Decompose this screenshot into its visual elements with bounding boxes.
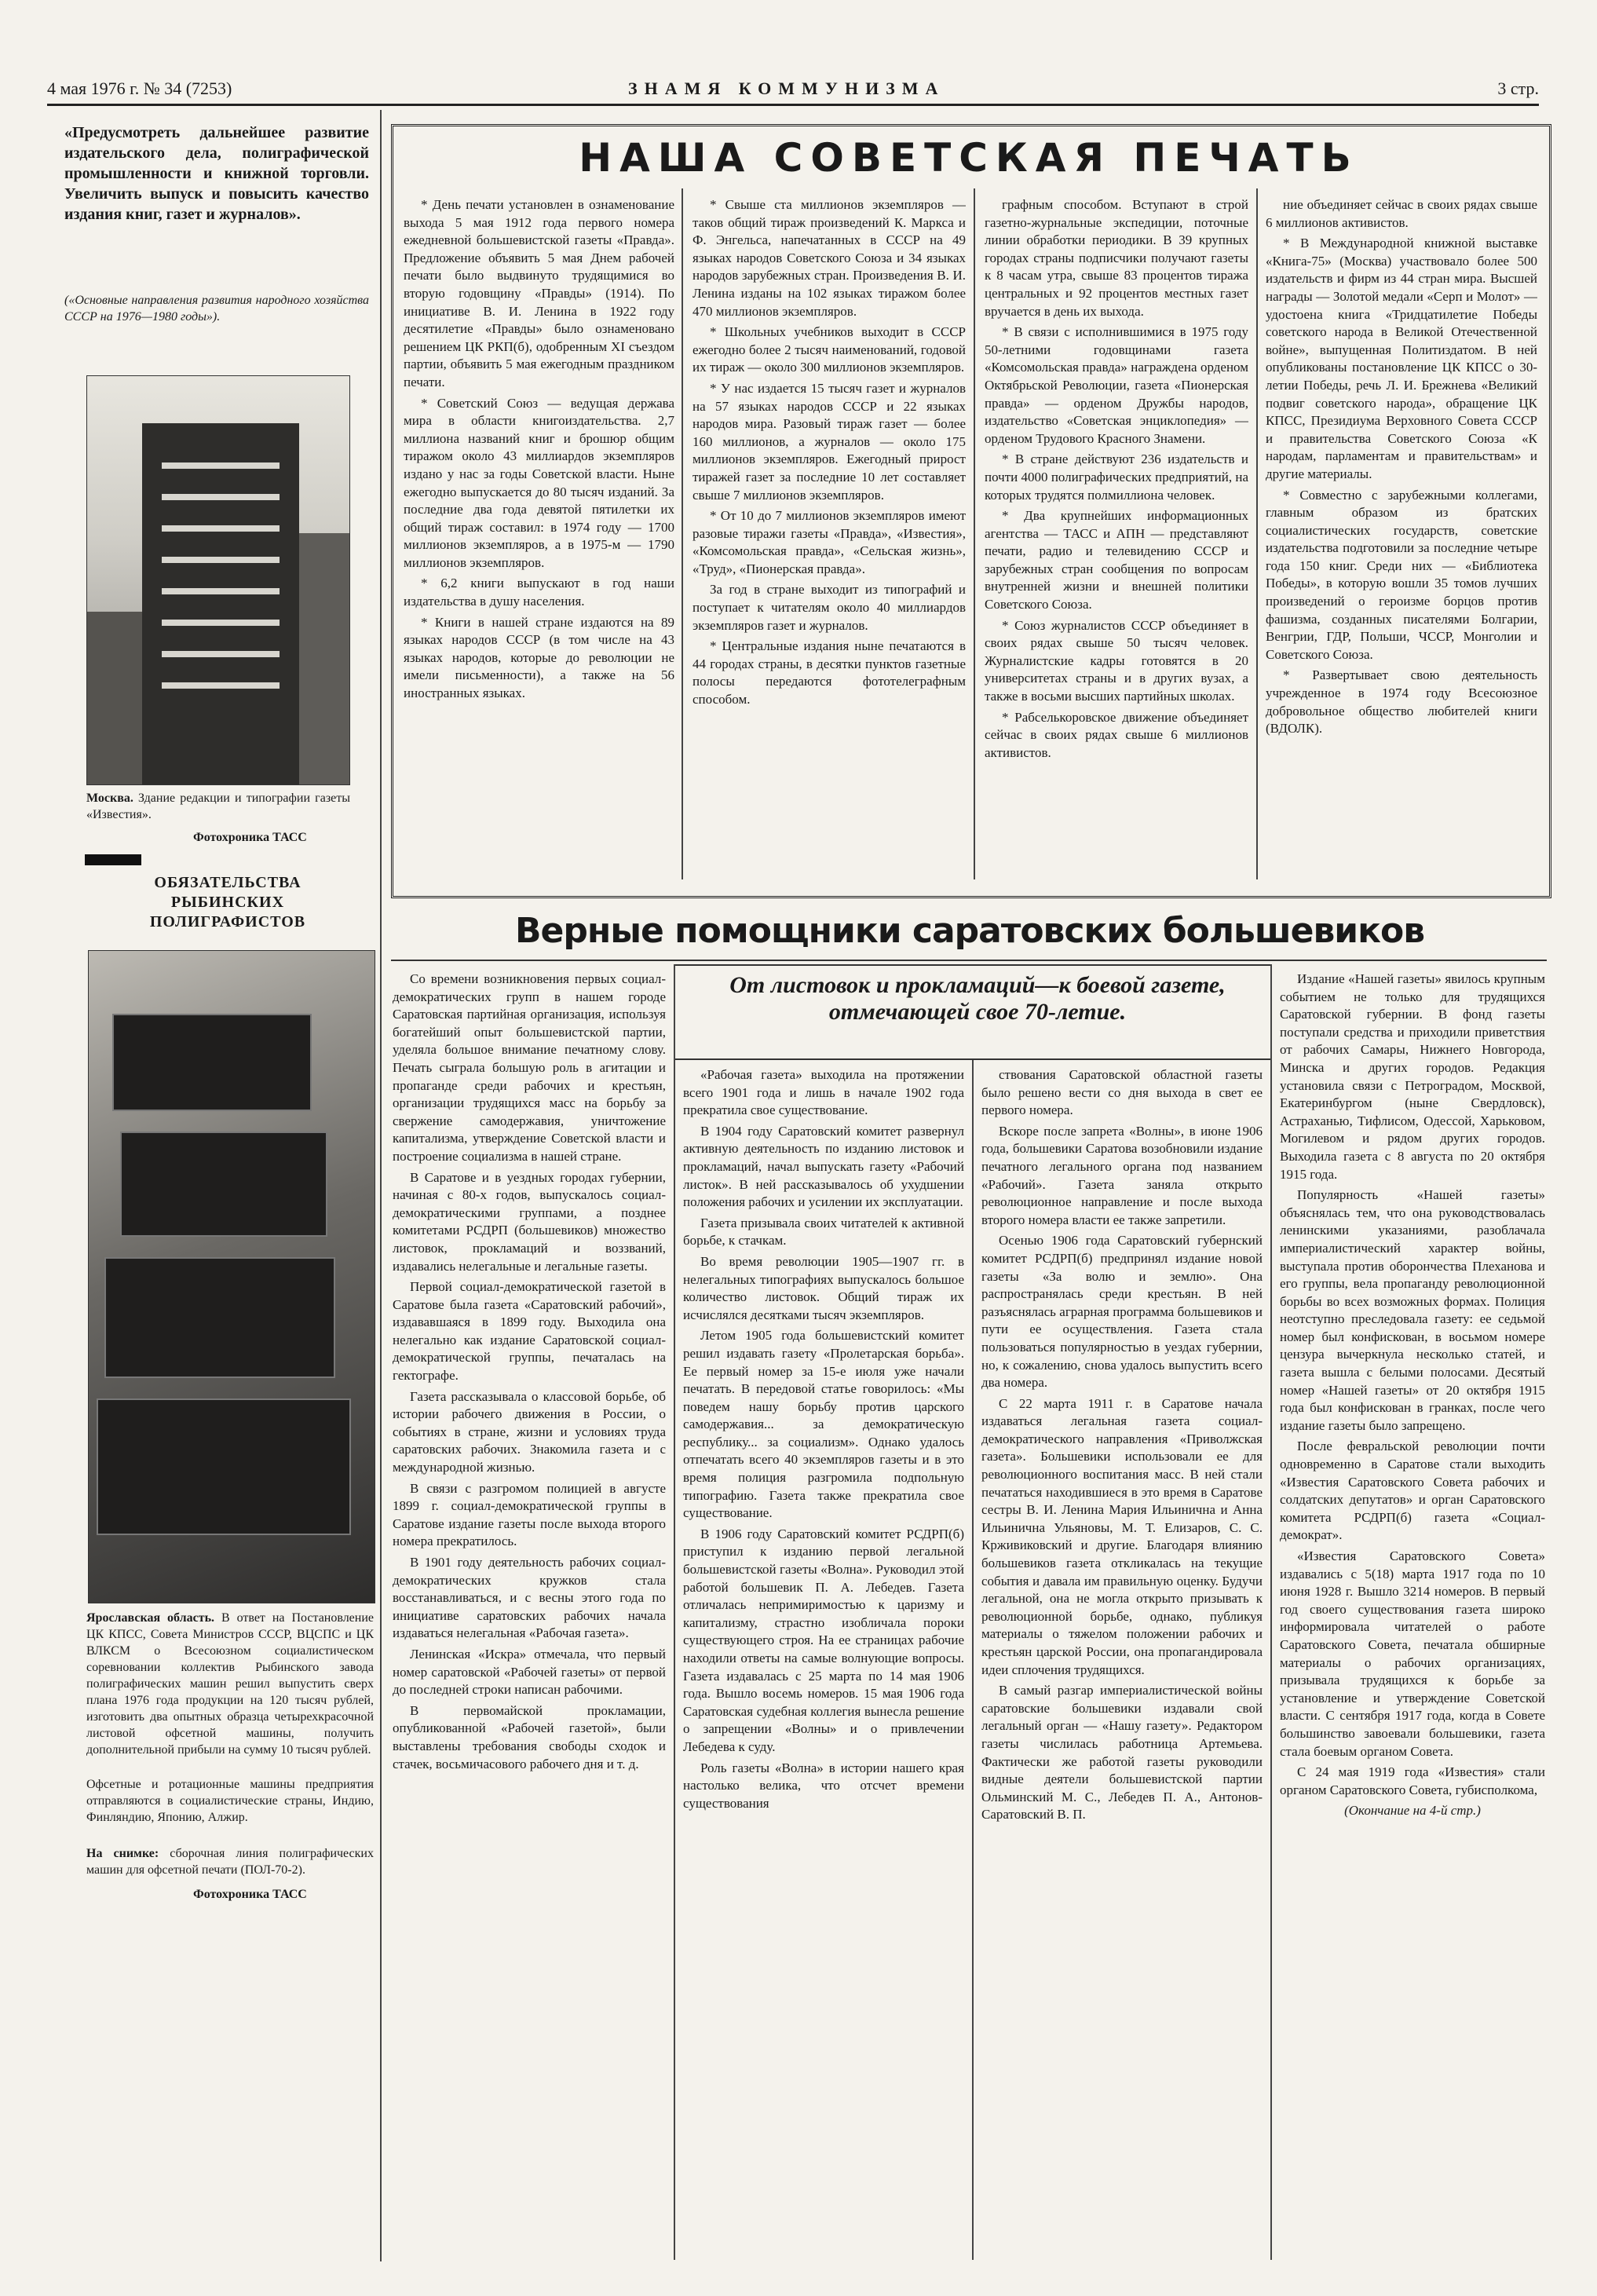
photo2-note (86, 1845, 374, 1878)
soviet-press-title: НАША СОВЕТСКАЯ ПЕЧАТЬ (579, 135, 1359, 181)
izvestia-building-photo (86, 375, 350, 785)
left-column-divider (380, 110, 382, 2261)
continued-notice: (Окончание на 4-й стр.) (1344, 1803, 1481, 1819)
press-fact: * Советский Союз — ведущая держава мира в области книгоиздательства. 2,7 миллиона названий книг и брошюр общим тиражом около 43 миллиардов экземпляров издано у нас за годы Советской власти. Ныне ежегодно выпускается до 80 тысяч изданий. За последние два года девятой пятилетки их общий тираж составил: в 1974 году — 1700 миллионов экземпляров, а в 1975-м — 1790 миллионов экземпляров. (404, 395, 674, 570)
party-directive-quote: «Предусмотреть дальнейшее развитие издательского дела, полиграфической промышленности и книжной торговли. Увеличить выпуск и повысить качество издания книг, газет и журналов». (64, 124, 369, 223)
soviet-press-col-3 (985, 196, 1248, 887)
press-fact: ние объединяет сейчас в своих рядах свыше 6 миллионов активистов. (1266, 197, 1537, 230)
press-fact: * От 10 до 7 миллионов экземпляров имеют разовые тиражи газеты «Правда», «Известия», «Комсомольская правда», «Сельская жизнь», «Труд», «Пионерская правда». (693, 508, 966, 576)
box-divider-1 (682, 188, 683, 879)
article-col-1 (393, 971, 666, 2258)
photo2-caption-export: Офсетные и ротационные машины предприятия отправляются в социалистические страны, Индию, Финляндию, Японию, Алжир. (86, 1778, 374, 1824)
press-fact: * Совместно с зарубежными коллегами, главным образом из братских социалистических государств, советские издательства подготовили за последние четыре года 150 книг. Среди них — «Библиотека Победы», в которую вошли 35 томов лучших произведений о героизме борцов против фашизма, созданных писателями Болгарии, Венгрии, ГДР, Польши, ЧССР, Монголии и Советского Союза. (1266, 487, 1537, 662)
article-paragraph: Первой социал-демократической газетой в Саратове была газета «Саратовский рабочий», издававшаяся в 1899 году. Выходила она нелегально как издание Саратовской социал-демократической группы, печаталась на гектографе. (393, 1279, 666, 1384)
side-heading-marker (85, 854, 141, 865)
newspaper-name: ЗНАМЯ КОММУНИЗМА (628, 79, 945, 98)
page-number: 3 стр. (1497, 79, 1539, 98)
photo1-credit: Фотохроника ТАСС (193, 831, 307, 844)
press-fact: * 6,2 книги выпускают в год наши издательства в душу населения. (404, 576, 674, 609)
article-divider-1 (674, 964, 675, 2260)
press-fact: * В связи с исполнившимися в 1975 году 50-летними годовщинами газета «Комсомольская правда» награждена орденом Октябрьской Революции, газета «Пионерская правда» — орденом Дружбы народов, издательство «Советская энциклопедия» — орденом Трудового Красного Знамени. (985, 324, 1248, 446)
press-fact: * В стране действуют 236 издательств и почти 4000 полиграфических предприятий, на которых трудятся полмиллиона человек. (985, 452, 1248, 503)
side-heading: ОБЯЗАТЕЛЬСТВА РЫБИНСКИХ ПОЛИГРАФИСТОВ (149, 874, 306, 930)
article-paragraph: Газета рассказывала о классовой борьбе, об истории рабочего движения в России, о событиях в стране, жизни и условиях труда саратовских рабочих. Знакомила газета и с международной жизнью. (393, 1388, 666, 1475)
photo1-caption (86, 790, 350, 823)
article-paragraph: ствования Саратовской областной газеты было решено вести со дня выхода в свет ее первого номера. (981, 1067, 1263, 1118)
article-deck: От листовок и прокламаций—к боевой газете, отмечающей свое 70-летие. (729, 972, 1226, 1025)
page-header (47, 79, 1539, 102)
article-paragraph: «Известия Саратовского Совета» издавались с 5(18) марта 1917 года по 10 июня 1928 г. Вышло 3214 номеров. В первый год своего существования газета широко информировала читателей о работе Саратовского Совета, печатала обширные материалы о рабочих организациях, призывала трудящихся к борьбе за установление и утверждение Советской власти. С сентября 1917 года, когда в Совете большинство завоевали большевики, газета стала боевым органом Совета. (1280, 1548, 1545, 1759)
article-paragraph: С 24 мая 1919 года «Известия» стали органом Саратовского Совета, губисполкома, (1280, 1764, 1545, 1797)
press-fact: * Свыше ста миллионов экземпляров — таков общий тираж произведений К. Маркса и Ф. Энгельса, напечатанных в СССР на 49 языках народов Советского Союза и 34 языках народов зарубежных стран. Произведения В. И. Ленина изданы на 102 языках тиражом более 470 миллионов экземпляров. (693, 197, 966, 319)
press-fact: * Центральные издания ныне печатаются в 44 городах страны, в десятки пунктов газетные полосы передаются фототелеграфным способом. (693, 638, 966, 707)
article-paragraph: Роль газеты «Волна» в истории нашего края настолько велика, что отсчет времени существования (683, 1760, 964, 1811)
press-fact: * Рабселькоровское движение объединяет сейчас в своих рядах свыше 6 миллионов активистов. (985, 709, 1248, 760)
press-fact: * Два крупнейших информационных агентства — ТАСС и АПН — представляют печати, радио и телевидению СССР и зарубежных стран сообщения по вопросам внутренней жизни и внешней политики Советского Союза. (985, 508, 1248, 612)
article-paragraph: В самый разгар империалистической войны саратовские большевики издавали свой легальный орган — «Нашу газету». Редактором газеты числилась работница Артемьева. Фактически же работой газеты руководили видные деятели большевистской партии Ольминский М. С., Лебедев П. А., Антонов-Саратовский В. П. (981, 1683, 1263, 1823)
article-paragraph: Со времени возникновения первых социал-демократических групп в нашем городе Саратовская партийная организация, используя богатейший опыт большевистской партии, уделяла большое внимание печатному слову. Печать сыграла большую роль в агитации и пропаганде среди рабочих и крестьян, организации трудящихся масс на борьбу за свержение самодержавия, уничтожение капитализма, утверждение Советской власти и построение социализма в нашей стране. (393, 971, 666, 1164)
photo2-caption (86, 1610, 374, 1758)
photo1-caption-place: Москва. (86, 792, 133, 805)
article-title: Верные помощники саратовских большевиков (514, 911, 1425, 951)
photo2-note-text: сборочная линия полиграфических машин для офсетной печати (ПОЛ-70-2). (86, 1847, 374, 1877)
soviet-press-col-1 (404, 196, 674, 887)
press-fact: * У нас издается 15 тысяч газет и журналов на 57 языках народов СССР и 22 языках народов мира. Разовый тираж газет — более 160 миллионов, а журналов — около 175 миллионов экземпляров. Ежегодный прирост тиражей газет за последние 10 лет составляет свыше 7 миллионов экземпляров. (693, 380, 966, 503)
quote-source: («Основные направления развития народного хозяйства СССР на 1976—1980 годы»). (64, 294, 369, 324)
article-paragraph: Популярность «Нашей газеты» объяснялась тем, что она руководствовалась ленинскими указаниями, разоблачала империалистический характер войны, выступала против оборончества Плеханова и его группы, вела пропаганду революционной борьбы во всех возможных формах. Полиция неотступно преследовала газету: ее седьмой номер был конфискован, в восьмом номере цензура вычеркнула несколько статей, и газета вышла с белыми полосами. Десятый номер «Нашей газеты» от 20 октября 1915 года был конфискован в гранках, после чего издание газеты было запрещено. (1280, 1187, 1545, 1433)
article-paragraph: В 1904 году Саратовский комитет развернул активную деятельность по изданию листовок и прокламаций, начал выпускать газету «Рабочий листок». В ней рассказывалось об ухудшении положения рабочих и усилении их эксплуатации. (683, 1123, 964, 1210)
press-fact: За год в стране выходит из типографий и поступает к читателям около 40 миллиардов экземпляров газет и журналов. (693, 582, 966, 633)
press-fact: * Союз журналистов СССР объединяет в своих рядах свыше 50 тысяч человек. Журналистские кадры готовятся в 20 университетах страны и в других вузах, а также в восьми высших партийных школах. (985, 617, 1248, 704)
article-paragraph: Летом 1905 года большевистский комитет решил издавать газету «Пролетарская борьба». Ее первый номер за 15-е июля уже начали печатать. В передовой статье говорилось: «Мы поведем нашу борьбу против царского самодержавия... за демократическую республику... за социализм». Однако удалось отпечатать всего 40 экземпляров газеты и в это время полиция разгромила подпольную типографию. Газета также прекратила свое существование. (683, 1328, 964, 1521)
title-rule (391, 960, 1547, 961)
press-fact: * Школьных учебников выходит в СССР ежегодно более 2 тысяч наименований, годовой их тираж — около 300 миллионов экземпляров. (693, 324, 966, 375)
soviet-press-col-4 (1266, 196, 1537, 887)
article-col-4 (1280, 971, 1545, 2258)
photo2-caption-text: В ответ на Постановление ЦК КПСС, Совета Министров СССР, ВЦСПС и ЦК ВЛКСМ о Всесоюзном социалистическом соревновании коллектив Рыбинского завода полиграфических машин решил выпустить сверх плана 1976 года продукции на 120 тысяч рублей, изготовить два опытных образца четырехкрасочной листовой офсетной машины, получить дополнительной прибыли на сумму 10 тысяч рублей. (86, 1611, 375, 1757)
article-paragraph: В первомайской прокламации, опубликованной «Рабочей газетой», были выставлены требования свободы сходок и стачек, восьмичасового рабочего дня и т. д. (393, 1702, 666, 1771)
photo2-credit: Фотохроника ТАСС (193, 1888, 307, 1901)
press-fact: * В Международной книжной выставке «Книга-75» (Москва) участвовало более 500 издательств и фирм из 44 стран мира. Высшей награды — Золотой медали «Серп и Молот» — удостоена книга «Тридцатилетие Победы советского народа в Великой Отечественной войне», выпущенная Политиздатом. В ней опубликованы постановление ЦК КПСС о 30-летии Победы, речь Л. И. Брежнева «Великий подвиг советского народа», обращение ЦК КПСС, Президиума Верховного Совета СССР и правительства Советского Союза «К народам, парламентам и правительствам» и другие материалы. (1266, 236, 1537, 481)
article-divider-2 (972, 1060, 974, 2260)
press-fact: * День печати установлен в ознаменование выхода 5 мая 1912 года первого номера ежедневной большевистской газеты «Правда». Предложение объявить 5 мая Днем рабочей печати было выдвинуто трудящимися во вторую годовщину «Правды» (1914). По инициативе В. И. Ленина в 1922 году десятилетие «Правды» было ознаменовано решением ЦК РКП(б), одобренным XI съездом партии, объявить 5 мая ежегодным праздником печати. (404, 197, 674, 389)
article-paragraph: С 22 марта 1911 г. в Саратове начала издаваться легальная газета социал-демократического направления «Приволжская газета». Большевики использовали ее для революционного воспитания масс. В ней стали печататься находившиеся в это время в Саратове сестры В. И. Ленина Мария Ильинична и Анна Ильинична Ульяновы, М. Т. Елизаров, С. С. Крживиковский и другие. Благодаря влиянию большевиков газета откликалась на текущие события и давала им правильную оценку. Будучи легальной, она не могла открыто призывать к революционной борьбе, однако, публикуя материалы о тяжелом положении рабочих и крестьян царской России, она пропагандировала идеи сплочения трудящихся. (981, 1395, 1263, 1677)
header-rule (47, 104, 1539, 106)
press-fact: * Книги в нашей стране издаются на 89 языках народов СССР (в том числе на 43 языках народов, которые до революции не имели письменности), а также на 56 иностранных языках. (404, 614, 674, 701)
assembly-line-photo (88, 950, 375, 1603)
article-paragraph: Осенью 1906 года Саратовский губернский комитет РСДРП(б) предпринял издание новой газеты «За волю и землю». Она распространялась среди крестьян. В ней разъяснялась аграрная программа большевиков и пути ее осуществления. Газета стала пользоваться популярностью в уездах губернии, но, к сожалению, снова удалось выпустить всего два номера. (981, 1233, 1263, 1391)
article-paragraph: Ленинская «Искра» отмечала, что первый номер саратовской «Рабочей газеты» от первой до последней строки написан рабочими. (393, 1646, 666, 1698)
photo2-caption-place: Ярославская область. (86, 1611, 215, 1625)
article-col-3 (981, 1066, 1263, 2258)
photo2-note-label: На снимке: (86, 1847, 159, 1860)
box-divider-2 (974, 188, 975, 879)
article-paragraph: В Саратове и в уездных городах губернии, начиная с 80-х годов, выпускалось социал-демократическими группами, а позднее комитетами РСДРП (большевиков) множество листовок, прокламаций и воззваний, издавались нелегальные и легальные газеты. (393, 1169, 666, 1274)
article-paragraph: В связи с разгромом полицией в августе 1899 г. социал-демократической группы в Саратове издание газеты после выхода второго номера прекратилось. (393, 1480, 666, 1549)
issue-date: 4 мая 1976 г. № 34 (7253) (47, 79, 232, 98)
article-paragraph: После февральской революции почти одновременно в Саратове стали выходить «Известия Саратовского Совета рабочих и солдатских депутатов» и орган Саратовского комитета РСДРП(б) газета «Социал-демократ». (1280, 1439, 1545, 1543)
article-paragraph: Издание «Нашей газеты» явилось крупным событием не только для трудящихся Саратовской губернии. В фонд газеты поступали средства и приходили приветствия от рабочих Самары, Нижнего Новгорода, Минска и других городов. Редакция установила связи с Петроградом, Москвой, Екатеринбургом (ныне Свердловск), Астраханью, Тифлисом, Одессой, Харьковом, Могилевом и рядом других городов. Выходила газета с 8 августа по 20 октября 1915 года. (1280, 971, 1545, 1182)
photo1-caption-text: Здание редакции и типографии газеты «Известия». (86, 792, 351, 821)
press-fact: графным способом. Вступают в строй газетно-журнальные экспедиции, поточные линии обработки периодики. В 39 крупных городах страны подписчики получают газеты к 8 часам утра, свыше 83 процентов тиража центральных и 92 процентов местных газет вручается в день их выхода. (985, 197, 1248, 319)
press-fact: * Развертывает свою деятельность учрежденное в 1974 году Всесоюзное добровольное общество любителей книги (ВДОЛК). (1266, 667, 1537, 737)
article-paragraph: В 1901 году деятельность рабочих социал-демократических кружков стала восстанавливаться, и с весны этого года по инициативе саратовских рабочих начала издаваться нелегальная «Рабочая газета». (393, 1555, 666, 1641)
article-paragraph: Во время революции 1905—1907 гг. в нелегальных типографиях выпускалось большое количество листовок. Общий тираж их исчислялся десятками тысяч экземпляров. (683, 1253, 964, 1322)
article-col-2 (683, 1066, 964, 2258)
box-divider-3 (1256, 188, 1258, 879)
article-divider-3 (1270, 964, 1272, 2260)
soviet-press-col-2 (693, 196, 966, 887)
article-paragraph: Вскоре после запрета «Волны», в июне 1906 года, большевики Саратова возобновили издание печатного легального органа под названием «Рабочий». Газета заняла открыто революционное направление и после выхода второго номера власти ее также запретили. (981, 1123, 1263, 1227)
article-paragraph: «Рабочая газета» выходила на протяжении всего 1901 года и лишь в начале 1902 года прекратила свое существование. (683, 1067, 964, 1118)
article-paragraph: В 1906 году Саратовский комитет РСДРП(б) приступил к изданию первой легальной большевистской газеты «Волна». Руководил этой работой большевик П. А. Лебедев. Газета отличалась непримиримостью к царизму и капитализму, страстно изобличала пороки существующего строя. На ее страницах рабочие находили ответы на самые волнующие вопросы. Газета издавалась с 25 марта по 14 мая 1906 года. Вышло восемь номеров. 15 мая 1906 года Саратовская судебная коллегия вынесла решение о запрещении «Волны» и о привлечении Лебедева к суду. (683, 1526, 964, 1754)
article-paragraph: Газета призывала своих читателей к активной борьбе, к стачкам. (683, 1215, 964, 1249)
